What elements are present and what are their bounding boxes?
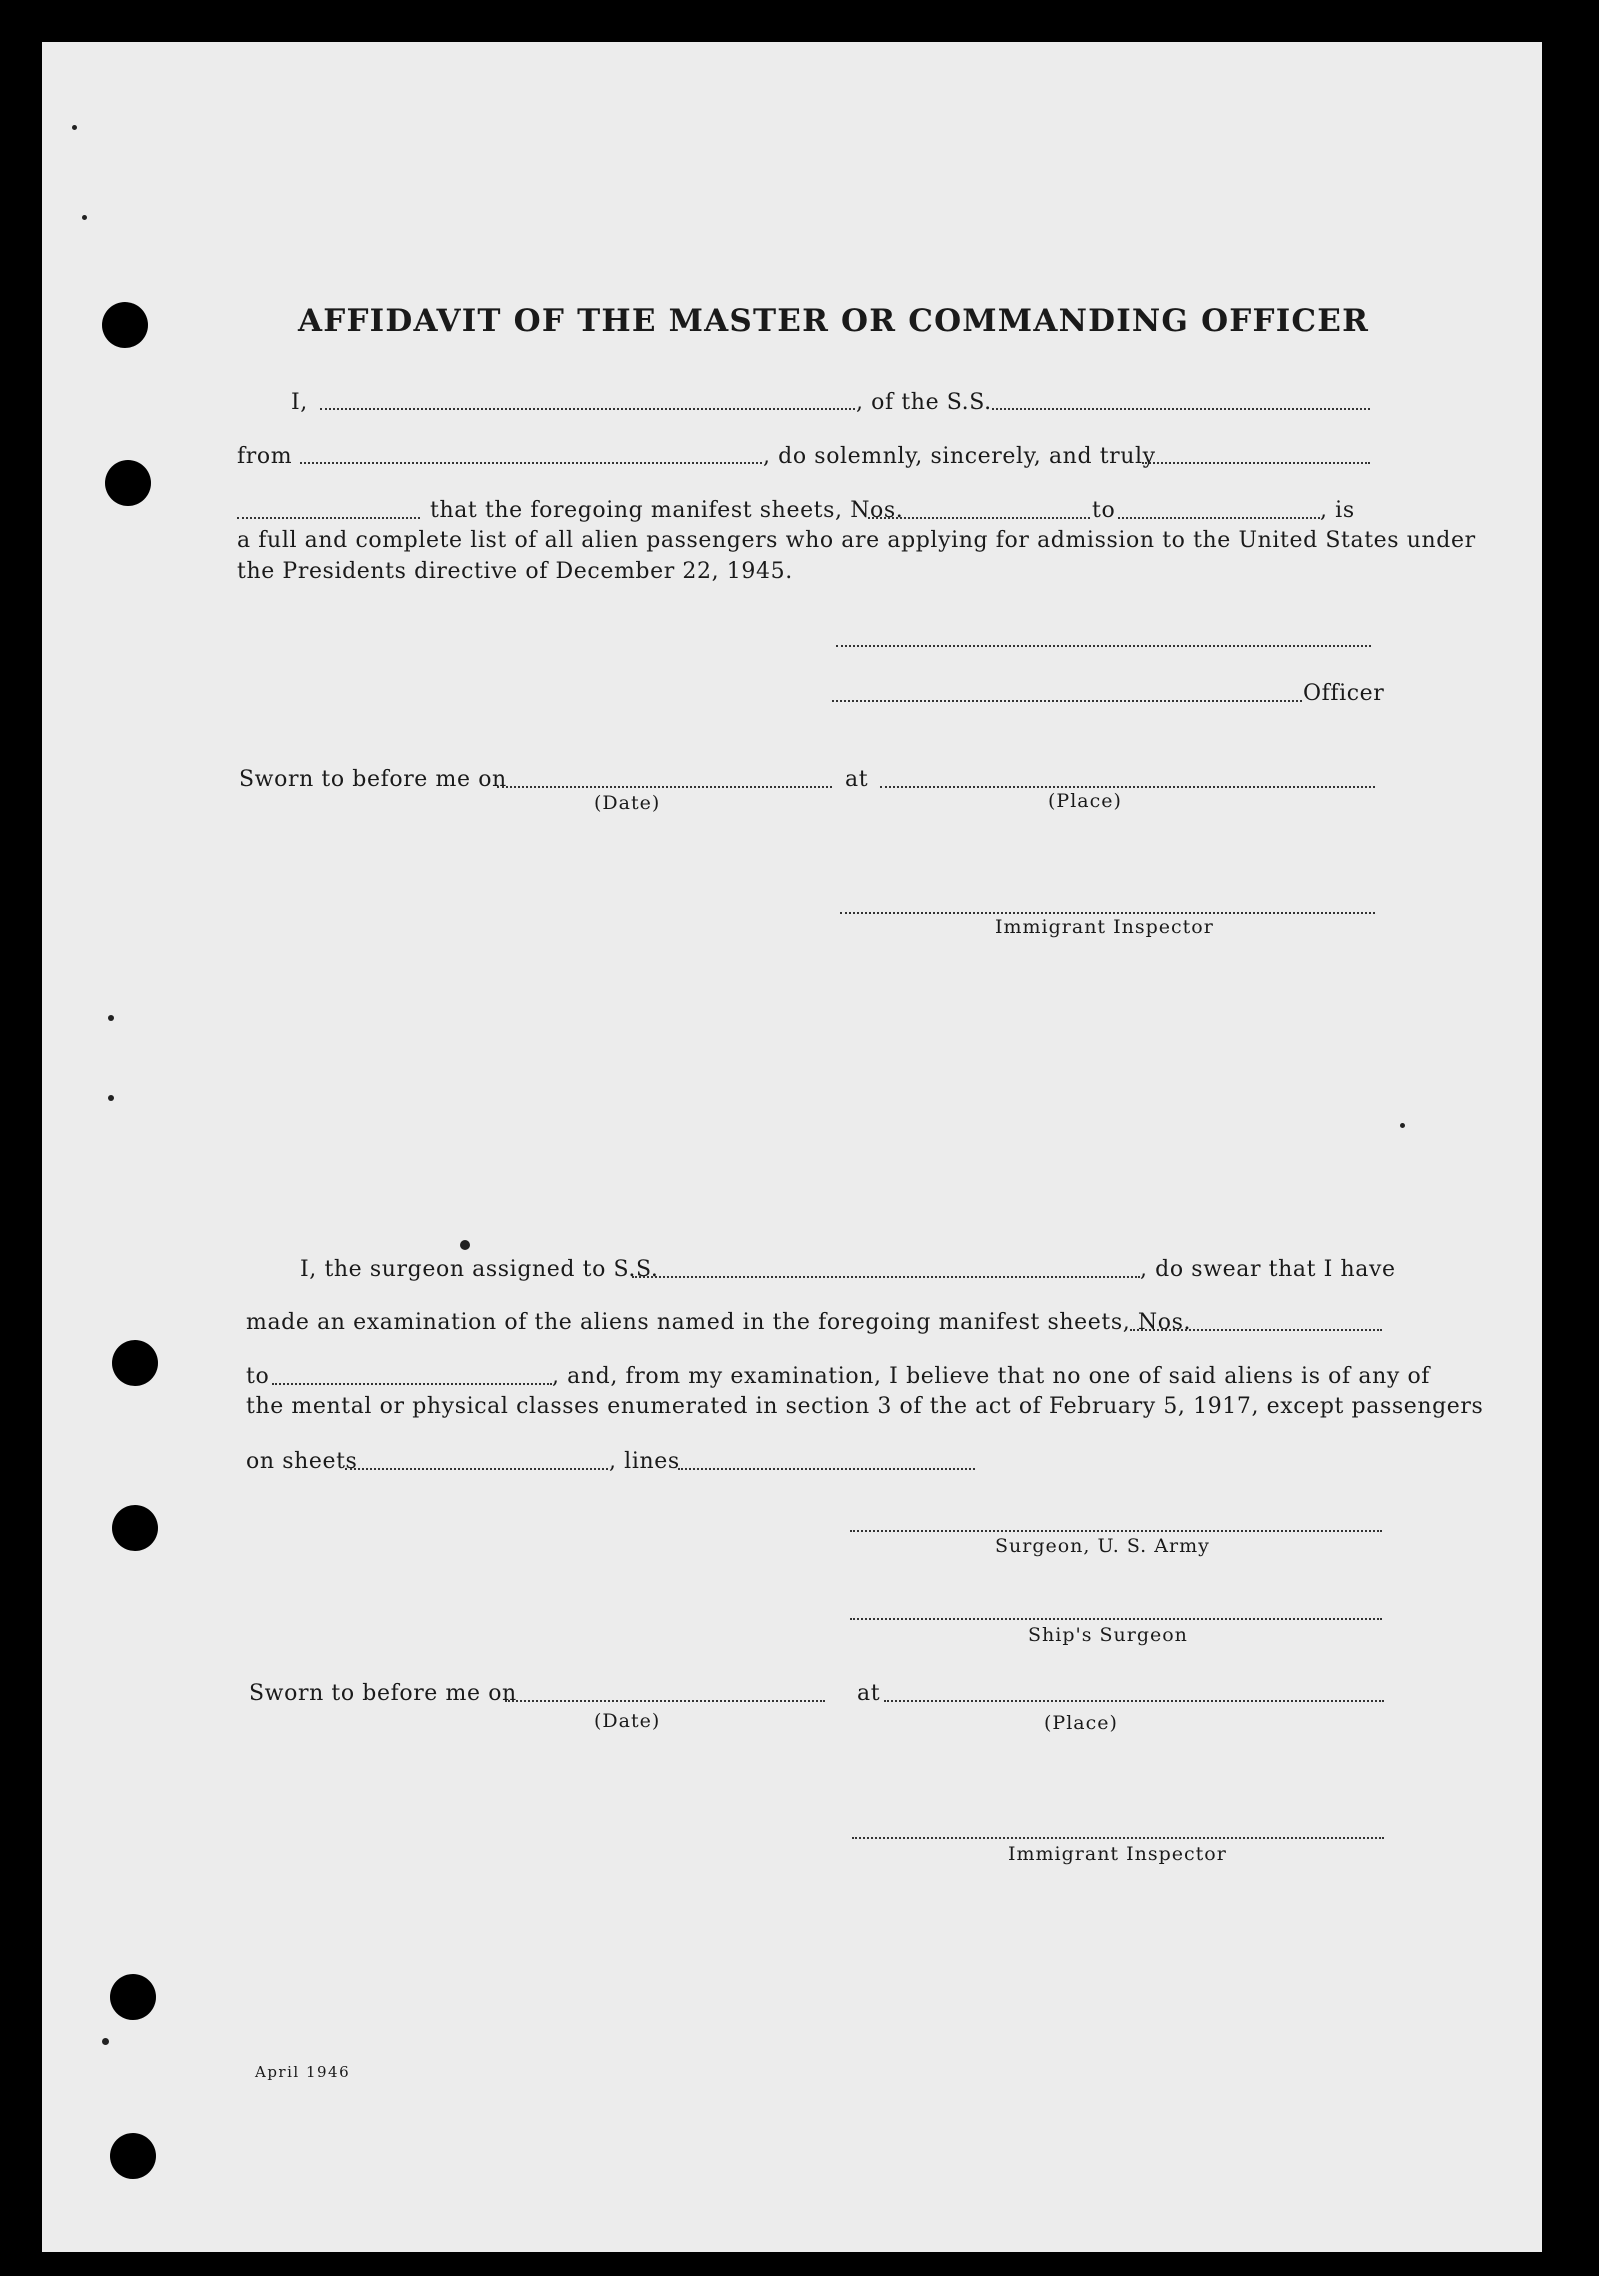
dust-speck [82,215,87,220]
surgeon-text: to [246,1364,270,1389]
master-text: , do solemnly, sincerely, and truly [763,444,1156,469]
surgeon-text: I, the surgeon assigned to S.S. [300,1257,659,1282]
master-text: , is [1320,498,1355,523]
ships-surgeon-caption: Ship's Surgeon [1028,1624,1188,1646]
master-text: a full and complete list of all alien passengers who are applying for admission to the United States under [237,528,1476,553]
surgeon-text: the mental or physical classes enumerated in section 3 of the act of February 5, 1917, except passengers [246,1394,1484,1419]
page-title: AFFIDAVIT OF THE MASTER OR COMMANDING OFFICER [298,303,1370,339]
master-text: the Presidents directive of December 22, 1945. [237,559,793,584]
inspector-signature-line-2[interactable] [852,1837,1384,1839]
dust-speck [1400,1123,1405,1128]
army-surgeon-signature-line[interactable] [850,1530,1382,1532]
punch-hole [110,1974,156,2020]
dust-speck [72,125,77,130]
sworn-place-field-2[interactable] [884,1700,1384,1702]
sworn-text-2: Sworn to before me on [249,1681,517,1706]
dust-speck [460,1240,470,1250]
ships-surgeon-signature-line[interactable] [850,1618,1382,1620]
sworn-date-field-2[interactable] [505,1700,825,1702]
footer-date: April 1946 [255,2063,351,2081]
surgeon-text: , do swear that I have [1140,1257,1396,1282]
sworn-date-field[interactable] [497,786,832,788]
master-ship-field[interactable] [992,408,1370,410]
inspector-caption: Immigrant Inspector [995,916,1214,938]
place-caption: (Place) [1048,790,1122,812]
surgeon-nos-from-field[interactable] [1130,1329,1382,1331]
master-name-field[interactable] [320,408,855,410]
punch-hole [105,460,151,506]
surgeon-text: , and, from my examination, I believe that no one of said aliens is of any of [552,1364,1431,1389]
form-paper [42,42,1542,2252]
inspector-signature-line[interactable] [840,912,1375,914]
sworn-text: Sworn to before me on [239,767,507,792]
surgeon-sheets-field[interactable] [345,1468,608,1470]
master-signature-line[interactable] [836,645,1371,647]
dust-speck [102,2038,109,2045]
surgeon-text: on sheets [246,1449,358,1474]
punch-hole [112,1340,158,1386]
surgeon-text: made an examination of the aliens named in the foregoing manifest sheets, Nos. [246,1310,1192,1335]
surgeon-text: , lines [609,1449,680,1474]
officer-label: Officer [1303,681,1385,706]
place-caption-2: (Place) [1044,1712,1118,1734]
sworn-at-2: at [857,1681,881,1706]
surgeon-ship-field[interactable] [632,1276,1140,1278]
master-text: , of the S.S. [856,390,992,415]
surgeon-nos-to-field[interactable] [272,1383,552,1385]
master-oath-field[interactable] [237,517,420,519]
date-caption: (Date) [594,792,661,814]
master-nos-to-field[interactable] [1118,517,1320,519]
master-text: to [1092,498,1116,523]
punch-hole [102,302,148,348]
master-swear-field[interactable] [1142,462,1370,464]
date-caption-2: (Date) [594,1710,661,1732]
master-from-field[interactable] [300,462,762,464]
officer-signature-line[interactable] [832,700,1302,702]
punch-hole [112,1505,158,1551]
master-text: I, [291,390,308,415]
punch-hole [110,2133,156,2179]
surgeon-lines-field[interactable] [678,1468,975,1470]
master-text: from [237,444,293,469]
dust-speck [108,1095,114,1101]
army-surgeon-caption: Surgeon, U. S. Army [995,1535,1210,1557]
master-nos-from-field[interactable] [868,517,1090,519]
inspector-caption-2: Immigrant Inspector [1008,1843,1227,1865]
master-text: that the foregoing manifest sheets, Nos. [430,498,904,523]
sworn-place-field[interactable] [880,786,1375,788]
dust-speck [108,1015,114,1021]
sworn-at: at [845,767,869,792]
